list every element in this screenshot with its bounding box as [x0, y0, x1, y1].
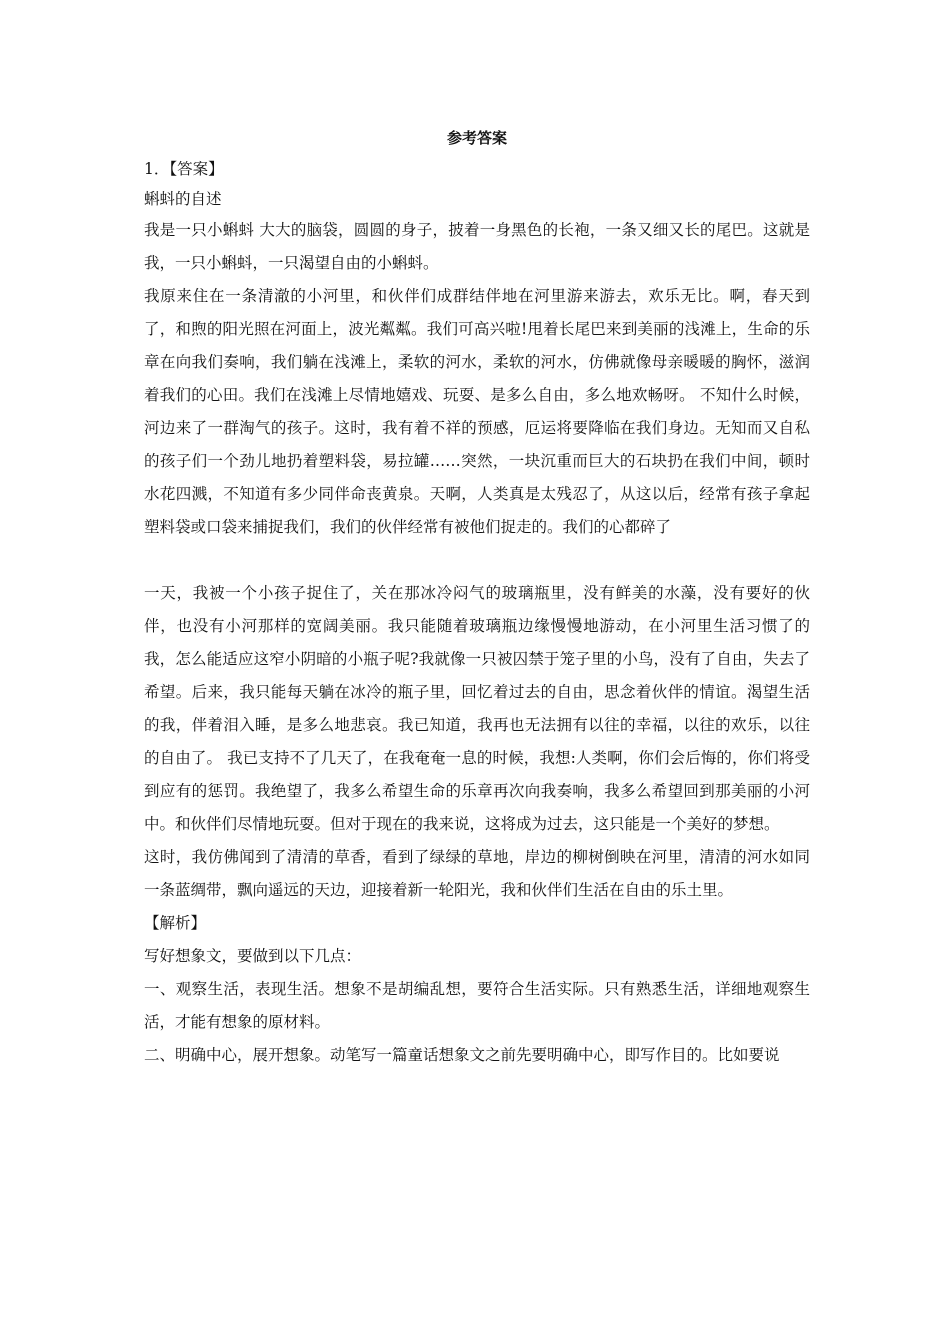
essay-paragraph-2: 我原来住在一条清澈的小河里，和伙伴们成群结伴地在河里游来游去，欢乐无比。啊，春天到了，和煦的阳光照在河面上，波光粼粼。我们可高兴啦!甩着长尾巴来到美丽的浅滩上，生命的乐章在向我们奏响，我们躺在浅滩上，柔软的河水，柔软的河水，仿佛就像母亲暖暖的胸怀，滋润着我们的心田。我们在浅滩上尽情地嬉戏、玩耍、是多么自由，多么地欢畅呀。 不知什么时候，河边来了一群淘气的孩子。这时，我有着不祥的预感，厄运将要降临在我们身边。无知而又自私的孩子们一个劲儿地扔着塑料袋，易拉罐……突然，一块沉重而巨大的石块扔在我们中间，顿时水花四溅，不知道有多少同伴命丧黄泉。天啊，人类真是太残忍了，从这以后，经常有孩子拿起塑料袋或口袋来捕捉我们，我们的伙伴经常有被他们捉走的。我们的心都碎了: [144, 287, 810, 536]
page-title: 参考答案: [446, 129, 507, 147]
essay-paragraph-1: 我是一只小蝌蚪 大大的脑袋，圆圆的身子，披着一身黑色的长袍，一条又细又长的尾巴。这就是我，一只小蝌蚪，一只渴望自由的小蝌蚪。: [144, 221, 810, 272]
essay-title: 蝌蚪的自述: [144, 190, 222, 208]
essay-paragraph-4: 这时，我仿佛闻到了清清的草香，看到了绿绿的草地，岸边的柳树倒映在河里，清清的河水如同一条蓝绸带，飘向遥远的天边，迎接着新一轮阳光，我和伙伴们生活在自由的乐土里。: [144, 848, 810, 899]
paragraph-spacer: [144, 544, 810, 577]
analysis-intro: 写好想象文，要做到以下几点：: [144, 947, 362, 965]
essay-paragraph-3: 一天，我被一个小孩子捉住了，关在那冰冷闷气的玻璃瓶里，没有鲜美的水藻，没有要好的伙伴，也没有小河那样的宽阔美丽。我只能随着玻璃瓶边缘慢慢地游动，在小河里生活习惯了的我，怎么能适应这窄小阴暗的小瓶子呢?我就像一只被囚禁于笼子里的小鸟，没有了自由，失去了希望。后来，我只能每天躺在冰冷的瓶子里，回忆着过去的自由，思念着伙伴的情谊。渴望生活的我，伴着泪入睡，是多么地悲哀。我已知道，我再也无法拥有以往的幸福，以往的欢乐，以往的自由了。 我已支持不了几天了，在我奄奄一息的时候，我想:人类啊，你们会后悔的，你们将受到应有的惩罚。我绝望了，我多么希望生命的乐章再次向我奏响，我多么希望回到那美丽的小河中。和伙伴们尽情地玩耍。但对于现在的我来说，这将成为过去，这只能是一个美好的梦想。: [144, 584, 810, 833]
document-content: [144, 124, 810, 1072]
question-label: 1．【答案】: [144, 160, 224, 178]
analysis-point-2: 二、明确中心，展开想象。动笔写一篇童话想象文之前先要明确中心，即写作目的。比如要说: [144, 1046, 780, 1064]
analysis-label: 【解析】: [144, 914, 207, 932]
analysis-point-1: 一、观察生活，表现生活。想象不是胡编乱想，要符合生活实际。只有熟悉生活，详细地观察生活，才能有想象的原材料。: [144, 980, 810, 1031]
